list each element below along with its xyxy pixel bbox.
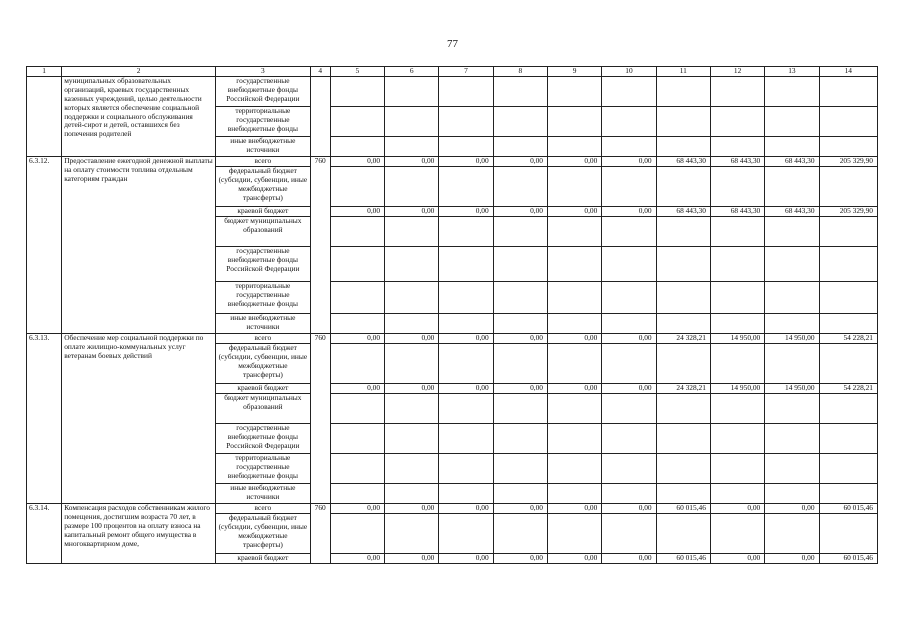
column-number-header: 1	[27, 67, 62, 77]
amount-cell	[765, 484, 819, 504]
amount-cell: 0,00	[602, 554, 656, 564]
amount-cell	[330, 137, 384, 157]
amount-cell: 0,00	[385, 554, 439, 564]
amount-cell	[548, 344, 602, 384]
amount-cell	[765, 77, 819, 107]
amount-cell: 0,00	[385, 334, 439, 344]
amount-cell	[710, 107, 764, 137]
amount-cell	[765, 424, 819, 454]
amount-cell	[385, 247, 439, 282]
amount-cell	[765, 454, 819, 484]
amount-cell: 0,00	[548, 384, 602, 394]
amount-cell	[602, 137, 656, 157]
amount-cell	[330, 107, 384, 137]
funding-source: иные внебюджетные источники	[216, 137, 311, 157]
amount-cell: 68 443,30	[765, 207, 819, 217]
amount-cell	[493, 484, 547, 504]
amount-cell: 60 015,46	[656, 554, 710, 564]
item-name: Обеспечение мер социальной поддержки по оплате жилищно-коммунальных услуг ветеранам боевых действий	[62, 334, 216, 504]
amount-cell: 0,00	[439, 207, 493, 217]
amount-cell	[656, 394, 710, 424]
amount-cell: 14 950,00	[765, 384, 819, 394]
amount-cell	[710, 484, 764, 504]
amount-cell: 0,00	[439, 384, 493, 394]
item-name: муниципальных образовательных организаций, краевых государственных казенных учреждений, целью деятельности которых является обеспечение социальной поддержки и социального обслуживания детей-сирот и детей, оставшихся без попечения родителей	[62, 77, 216, 157]
amount-cell	[385, 77, 439, 107]
amount-cell: 0,00	[602, 207, 656, 217]
item-name: Компенсация расходов собственникам жилого помещения, достигшим возраста 70 лет, в размере 100 процентов на оплату взноса на капитальный ремонт общего имущества в многоквартирном доме,	[62, 504, 216, 564]
amount-cell	[385, 107, 439, 137]
item-number	[27, 77, 62, 157]
amount-cell: 60 015,46	[819, 504, 877, 514]
funding-source: территориальные государственные внебюджетные фонды	[216, 454, 311, 484]
amount-cell	[819, 247, 877, 282]
amount-cell	[765, 514, 819, 554]
column-number-header: 9	[548, 67, 602, 77]
amount-cell	[330, 167, 384, 207]
amount-cell	[330, 217, 384, 247]
amount-cell	[765, 394, 819, 424]
amount-cell: 54 228,21	[819, 334, 877, 344]
funding-source: федеральный бюджет (субсидии, субвенции, иные межбюджетные трансферты)	[216, 167, 311, 207]
amount-cell	[330, 77, 384, 107]
amount-cell	[385, 514, 439, 554]
amount-cell	[385, 344, 439, 384]
amount-cell	[710, 344, 764, 384]
amount-cell	[819, 514, 877, 554]
amount-cell	[765, 247, 819, 282]
amount-cell: 0,00	[548, 157, 602, 167]
amount-cell	[493, 247, 547, 282]
amount-cell	[819, 314, 877, 334]
amount-cell: 0,00	[385, 504, 439, 514]
amount-cell	[493, 394, 547, 424]
amount-cell	[710, 424, 764, 454]
amount-cell	[493, 282, 547, 314]
table-row	[27, 504, 878, 514]
amount-cell: 0,00	[493, 207, 547, 217]
amount-cell	[656, 167, 710, 207]
amount-cell	[439, 344, 493, 384]
amount-cell	[602, 247, 656, 282]
amount-cell	[710, 167, 764, 207]
column-number-header: 3	[216, 67, 311, 77]
amount-cell	[548, 107, 602, 137]
amount-cell	[439, 77, 493, 107]
amount-cell	[765, 217, 819, 247]
table-row	[27, 77, 878, 107]
amount-cell: 205 329,90	[819, 207, 877, 217]
amount-cell: 68 443,30	[656, 207, 710, 217]
amount-cell: 0,00	[602, 157, 656, 167]
funding-source: государственные внебюджетные фонды Российской Федерации	[216, 424, 311, 454]
amount-cell	[548, 484, 602, 504]
amount-cell	[439, 282, 493, 314]
amount-cell	[493, 107, 547, 137]
column-number-header: 5	[330, 67, 384, 77]
column-number-header: 10	[602, 67, 656, 77]
amount-cell: 0,00	[330, 157, 384, 167]
amount-cell	[385, 484, 439, 504]
executor-code: 760	[310, 157, 330, 334]
amount-cell	[656, 282, 710, 314]
amount-cell: 0,00	[330, 504, 384, 514]
amount-cell	[819, 424, 877, 454]
amount-cell	[439, 137, 493, 157]
amount-cell	[602, 394, 656, 424]
amount-cell	[548, 137, 602, 157]
amount-cell	[819, 167, 877, 207]
amount-cell	[439, 107, 493, 137]
amount-cell	[819, 282, 877, 314]
amount-cell: 24 328,21	[656, 384, 710, 394]
amount-cell	[819, 344, 877, 384]
amount-cell: 68 443,30	[765, 157, 819, 167]
amount-cell	[710, 454, 764, 484]
column-number-header: 7	[439, 67, 493, 77]
table-row	[27, 157, 878, 167]
amount-cell	[330, 314, 384, 334]
amount-cell	[656, 484, 710, 504]
amount-cell	[493, 454, 547, 484]
amount-cell	[493, 77, 547, 107]
amount-cell	[330, 424, 384, 454]
amount-cell	[656, 107, 710, 137]
amount-cell	[493, 514, 547, 554]
amount-cell	[602, 77, 656, 107]
funding-source: краевой бюджет	[216, 554, 311, 564]
amount-cell: 0,00	[493, 334, 547, 344]
amount-cell	[819, 137, 877, 157]
amount-cell: 0,00	[330, 554, 384, 564]
amount-cell: 0,00	[385, 157, 439, 167]
funding-source: всего	[216, 504, 311, 514]
amount-cell	[819, 394, 877, 424]
column-number-header: 12	[710, 67, 764, 77]
amount-cell	[385, 167, 439, 207]
amount-cell	[439, 394, 493, 424]
page-number: 77	[447, 38, 458, 50]
amount-cell	[710, 394, 764, 424]
amount-cell	[439, 217, 493, 247]
amount-cell: 0,00	[548, 207, 602, 217]
table-body	[27, 67, 878, 564]
item-number: 6.3.12.	[27, 157, 62, 334]
funding-source: краевой бюджет	[216, 384, 311, 394]
amount-cell	[493, 314, 547, 334]
amount-cell	[710, 217, 764, 247]
amount-cell	[656, 454, 710, 484]
funding-source: всего	[216, 157, 311, 167]
amount-cell	[710, 282, 764, 314]
amount-cell	[493, 217, 547, 247]
amount-cell	[548, 247, 602, 282]
amount-cell: 0,00	[439, 504, 493, 514]
amount-cell	[385, 424, 439, 454]
amount-cell	[439, 247, 493, 282]
column-number-header: 13	[765, 67, 819, 77]
amount-cell	[656, 247, 710, 282]
amount-cell: 0,00	[548, 554, 602, 564]
column-number-row	[27, 67, 878, 77]
amount-cell	[548, 424, 602, 454]
amount-cell	[819, 454, 877, 484]
amount-cell: 14 950,00	[710, 334, 764, 344]
amount-cell	[602, 514, 656, 554]
amount-cell	[385, 454, 439, 484]
executor-code: 760	[310, 334, 330, 504]
amount-cell	[439, 484, 493, 504]
amount-cell	[330, 282, 384, 314]
amount-cell	[602, 217, 656, 247]
amount-cell: 14 950,00	[765, 334, 819, 344]
amount-cell: 68 443,30	[656, 157, 710, 167]
amount-cell: 205 329,90	[819, 157, 877, 167]
amount-cell: 0,00	[330, 207, 384, 217]
amount-cell	[765, 344, 819, 384]
amount-cell	[710, 314, 764, 334]
column-number-header: 8	[493, 67, 547, 77]
executor-code: 760	[310, 504, 330, 564]
amount-cell	[765, 282, 819, 314]
amount-cell: 14 950,00	[710, 384, 764, 394]
funding-source: государственные внебюджетные фонды Российской Федерации	[216, 247, 311, 282]
amount-cell: 0,00	[602, 504, 656, 514]
amount-cell	[602, 314, 656, 334]
amount-cell	[548, 454, 602, 484]
table-row	[27, 334, 878, 344]
amount-cell	[548, 514, 602, 554]
amount-cell	[602, 344, 656, 384]
amount-cell	[765, 167, 819, 207]
amount-cell	[819, 77, 877, 107]
amount-cell	[765, 107, 819, 137]
amount-cell: 60 015,46	[819, 554, 877, 564]
amount-cell	[385, 137, 439, 157]
amount-cell	[710, 77, 764, 107]
amount-cell	[548, 394, 602, 424]
amount-cell	[548, 314, 602, 334]
amount-cell	[710, 514, 764, 554]
amount-cell: 0,00	[439, 334, 493, 344]
item-number: 6.3.13.	[27, 334, 62, 504]
amount-cell	[330, 344, 384, 384]
executor-code	[310, 77, 330, 157]
amount-cell	[656, 137, 710, 157]
amount-cell	[819, 217, 877, 247]
amount-cell	[656, 424, 710, 454]
amount-cell	[602, 167, 656, 207]
amount-cell: 68 443,30	[710, 207, 764, 217]
amount-cell	[439, 424, 493, 454]
amount-cell: 0,00	[765, 504, 819, 514]
amount-cell	[385, 394, 439, 424]
amount-cell	[493, 424, 547, 454]
amount-cell	[439, 167, 493, 207]
amount-cell	[330, 514, 384, 554]
amount-cell	[385, 217, 439, 247]
amount-cell	[493, 344, 547, 384]
amount-cell	[385, 282, 439, 314]
amount-cell: 0,00	[330, 334, 384, 344]
amount-cell	[710, 137, 764, 157]
amount-cell: 0,00	[548, 334, 602, 344]
funding-source: государственные внебюджетные фонды Российской Федерации	[216, 77, 311, 107]
amount-cell: 0,00	[493, 157, 547, 167]
item-number: 6.3.14.	[27, 504, 62, 564]
amount-cell: 0,00	[493, 504, 547, 514]
amount-cell: 0,00	[493, 384, 547, 394]
budget-table	[26, 66, 878, 564]
amount-cell: 54 228,21	[819, 384, 877, 394]
funding-source: территориальные государственные внебюджетные фонды	[216, 107, 311, 137]
amount-cell: 0,00	[765, 554, 819, 564]
amount-cell: 0,00	[439, 554, 493, 564]
amount-cell: 0,00	[439, 157, 493, 167]
column-number-header: 14	[819, 67, 877, 77]
amount-cell: 0,00	[710, 504, 764, 514]
amount-cell	[765, 137, 819, 157]
amount-cell: 0,00	[602, 334, 656, 344]
funding-source: бюджет муниципальных образований	[216, 217, 311, 247]
column-number-header: 4	[310, 67, 330, 77]
amount-cell	[330, 394, 384, 424]
amount-cell	[602, 454, 656, 484]
amount-cell	[602, 107, 656, 137]
amount-cell	[656, 514, 710, 554]
amount-cell	[548, 167, 602, 207]
item-name: Предоставление ежегодной денежной выплаты на оплату стоимости топлива отдельным категориям граждан	[62, 157, 216, 334]
column-number-header: 11	[656, 67, 710, 77]
amount-cell	[439, 514, 493, 554]
funding-source: территориальные государственные внебюджетные фонды	[216, 282, 311, 314]
funding-source: федеральный бюджет (субсидии, субвенции, иные межбюджетные трансферты)	[216, 514, 311, 554]
funding-source: бюджет муниципальных образований	[216, 394, 311, 424]
funding-source: федеральный бюджет (субсидии, субвенции, иные межбюджетные трансферты)	[216, 344, 311, 384]
amount-cell	[710, 247, 764, 282]
amount-cell	[330, 484, 384, 504]
column-number-header: 6	[385, 67, 439, 77]
amount-cell: 0,00	[548, 504, 602, 514]
amount-cell	[548, 217, 602, 247]
amount-cell	[656, 217, 710, 247]
amount-cell	[439, 314, 493, 334]
funding-source: иные внебюджетные источники	[216, 314, 311, 334]
amount-cell	[656, 314, 710, 334]
amount-cell: 60 015,46	[656, 504, 710, 514]
amount-cell: 0,00	[330, 384, 384, 394]
amount-cell	[765, 314, 819, 334]
amount-cell	[656, 344, 710, 384]
amount-cell	[548, 282, 602, 314]
amount-cell: 24 328,21	[656, 334, 710, 344]
amount-cell: 68 443,30	[710, 157, 764, 167]
funding-source: иные внебюджетные источники	[216, 484, 311, 504]
amount-cell	[330, 454, 384, 484]
column-number-header: 2	[62, 67, 216, 77]
amount-cell	[385, 314, 439, 334]
amount-cell	[602, 282, 656, 314]
amount-cell: 0,00	[493, 554, 547, 564]
funding-source: краевой бюджет	[216, 207, 311, 217]
amount-cell	[439, 454, 493, 484]
amount-cell	[819, 107, 877, 137]
amount-cell: 0,00	[602, 384, 656, 394]
amount-cell: 0,00	[385, 207, 439, 217]
amount-cell	[548, 77, 602, 107]
amount-cell	[819, 484, 877, 504]
amount-cell: 0,00	[385, 384, 439, 394]
amount-cell	[602, 424, 656, 454]
amount-cell	[330, 247, 384, 282]
amount-cell	[493, 167, 547, 207]
funding-source: всего	[216, 334, 311, 344]
amount-cell	[493, 137, 547, 157]
amount-cell	[602, 484, 656, 504]
amount-cell	[656, 77, 710, 107]
amount-cell: 0,00	[710, 554, 764, 564]
